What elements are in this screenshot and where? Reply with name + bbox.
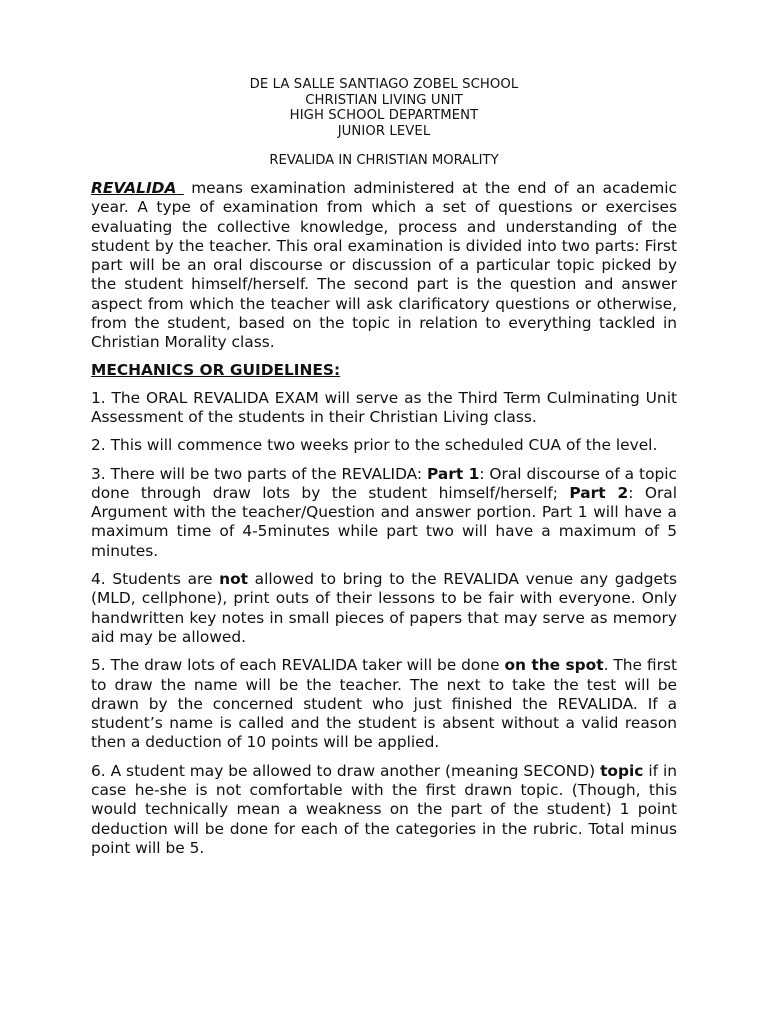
- level-name: JUNIOR LEVEL: [337, 123, 431, 139]
- guideline-item-3: [91, 465, 677, 561]
- guideline-item-1: 1. The ORAL REVALIDA EXAM will serve as the Third Term Culminating Unit Assessment of the students in their Christian Living class.: [91, 388, 677, 426]
- unit-name: CHRISTIAN LIVING UNIT: [305, 92, 463, 108]
- school-name: DE LA SALLE SANTIAGO ZOBEL SCHOOL: [249, 77, 519, 92]
- department-name: HIGH SCHOOL DEPARTMENT: [289, 108, 479, 123]
- guideline-item-5: [91, 656, 677, 752]
- guideline-item-6: [91, 762, 677, 858]
- item6-text-a: 6. A student may be allowed to draw another (meaning SECOND): [91, 761, 601, 780]
- item5-text-a: 5. The draw lots of each REVALIDA taker will be done: [91, 656, 505, 675]
- item3-text-c: : Oral discourse of a topic done through draw lots by the student himself/herself;: [91, 464, 677, 502]
- guideline-item-4: [91, 570, 677, 647]
- revalida-term: REVALIDA: [91, 179, 177, 197]
- on-the-spot-emphasis: on the spot: [504, 656, 604, 675]
- item3-text-a: 3. There will be two parts of the REVALIDA:: [91, 464, 428, 483]
- topic-emphasis: topic: [600, 761, 644, 780]
- item6-text-c: if in case he-she is not comfortable with the first drawn topic. (Though, this would technically mean a weakness on the part of the student) 1 point deduction will be done for each of the categories in the rubric. Total minus point will be 5.: [91, 761, 677, 857]
- term-underline-gap: [176, 179, 183, 197]
- item5-text-c: . The first to draw the name will be the teacher. The next to take the test will be drawn by the concerned student who just finished the REVALIDA. If a student’s name is called and the student is absent without a valid reason then a deduction of 10 points will be applied.: [91, 656, 677, 752]
- section-heading: MECHANICS OR GUIDELINES:: [91, 360, 341, 379]
- document-header: [91, 77, 677, 139]
- part2-label: Part 2: [569, 483, 629, 502]
- document-title: REVALIDA IN CHRISTIAN MORALITY: [269, 153, 499, 168]
- item4-text-c: allowed to bring to the REVALIDA venue any gadgets (MLD, cellphone), print outs of their lessons to be fair with everyone. Only handwritten key notes in small pieces of papers that may serve as memory aid may be allowed.: [91, 570, 677, 646]
- intro-paragraph: [91, 179, 677, 353]
- part1-label: Part 1: [427, 464, 480, 483]
- item4-text-a: 4. Students are: [91, 570, 220, 589]
- intro-text: means examination administered at the end of an academic year. A type of examination from which a set of questions or exercises evaluating the collective knowledge, process and understanding of the student by the teacher. This oral examination is divided into two parts: First part will be an oral discourse or discussion of a particular topic picked by the student himself/herself. The second part is the question and answer aspect from which the teacher will ask clarificatory questions or otherwise, from the student, based on the topic in relation to everything tackled in Christian Morality class.: [91, 179, 677, 352]
- not-emphasis: not: [219, 570, 249, 589]
- item3-text-e: : Oral Argument with the teacher/Question and answer portion. Part 1 will have a maximum time of 4-5minutes while part two will have a maximum of 5 minutes.: [91, 483, 677, 560]
- guideline-item-2: 2. This will commence two weeks prior to the scheduled CUA of the level.: [91, 436, 658, 455]
